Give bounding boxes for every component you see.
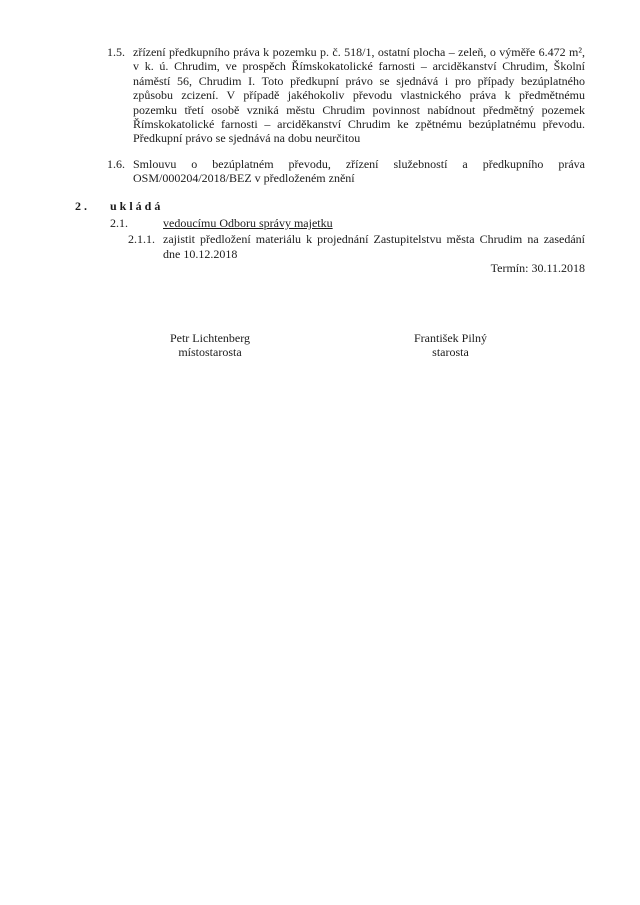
signature-row bbox=[0, 331, 640, 363]
paragraph-line: Římskokatolické farnosti – arciděkanství Chrudim ke zpětnému bezúplatnému převodu. bbox=[133, 117, 585, 132]
paragraph-line: Předkupní právo se sjednává na dobu neurčitou bbox=[133, 131, 361, 146]
list-item-number: 1.6. bbox=[107, 156, 125, 171]
subsection-2-1 bbox=[110, 216, 640, 230]
signature-block-vicemayor bbox=[145, 331, 275, 360]
signature-role: starosta bbox=[432, 345, 469, 360]
list-item-number: 1.5. bbox=[107, 45, 125, 59]
list-item-1-6 bbox=[107, 156, 585, 186]
signature-name: Petr Lichtenberg bbox=[169, 330, 251, 345]
subsection-text: vedoucímu Odboru správy majetku bbox=[163, 216, 333, 231]
signature-name: František Pilný bbox=[413, 330, 487, 345]
signature-block-mayor bbox=[388, 331, 513, 360]
paragraph-line: Smlouvu o bezúplatném převodu, zřízení služebností a předkupního práva bbox=[133, 156, 585, 171]
subsection-number: 2.1. bbox=[110, 216, 128, 231]
paragraph-line: náměstí 56, Chrudim I. Toto předkupní právo se sjednává i pro případy bezúplatného bbox=[133, 73, 585, 88]
subsection-number: 2.1.1. bbox=[128, 232, 155, 247]
signature-role: místostarosta bbox=[178, 345, 242, 360]
document-body bbox=[0, 45, 640, 363]
paragraph-line: dne 10.12.2018 bbox=[163, 246, 238, 261]
section-2-heading bbox=[75, 199, 640, 213]
section-label: u k l á d á bbox=[110, 198, 161, 213]
paragraph-line: zajistit předložení materiálu k projednání Zastupitelstvu města Chrudim na zasedání bbox=[163, 232, 585, 247]
list-item-1-5 bbox=[107, 45, 585, 146]
paragraph-line: v k. ú. Chrudim, ve prospěch Římskokatolické farnosti – arciděkanství Chrudim, Školní bbox=[133, 59, 585, 74]
paragraph-line: pozemku třetí osobě vzniká městu Chrudim povinnost nabídnout předmětný pozemek bbox=[133, 102, 585, 117]
section-number: 2 . bbox=[75, 198, 87, 213]
paragraph-line: způsobu zcizení. V případě jakéhokoliv převodu vlastnického práva k předmětnému bbox=[133, 88, 585, 103]
paragraph-line: OSM/000204/2018/BEZ v předloženém znění bbox=[133, 171, 355, 186]
subsection-2-1-1 bbox=[128, 232, 585, 261]
paragraph-line: zřízení předkupního práva k pozemku p. č. 518/1, ostatní plocha – zeleň, o výměře 6.472 m², bbox=[133, 45, 585, 59]
deadline-line: Termín: 30.11.2018 bbox=[490, 261, 585, 276]
